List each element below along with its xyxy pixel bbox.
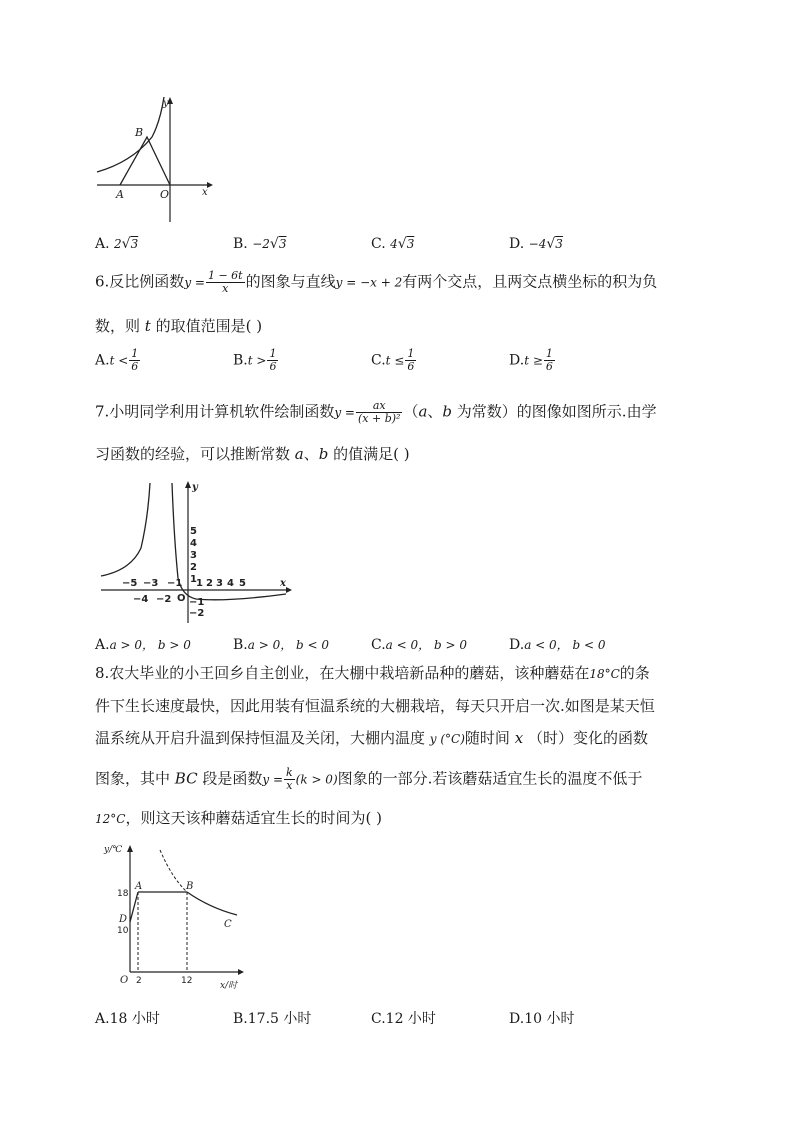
y-tick-4: 4 <box>190 538 197 549</box>
q6-stem-line1: 6.反比例函数y = $\frac{1 - 6t}{x}$ 的图象与直线y = −x + 2有两个交点，且两交点横坐标的积为负 <box>95 269 658 295</box>
q6-fraction: $\frac{1 - 6t}{x}$ <box>207 269 243 295</box>
q7-option-b[interactable]: B.a > 0， b < 0 <box>233 637 330 653</box>
label-o: O <box>177 593 186 604</box>
q6-option-d[interactable]: D.t ≥ $\frac{1}{6}$ <box>509 347 553 373</box>
label-b: B <box>135 126 144 139</box>
curve-bc <box>187 892 237 915</box>
x-axis <box>97 182 213 188</box>
x-ticks-top <box>122 578 246 589</box>
label-d: D <box>119 914 128 925</box>
x-tick-3: 3 <box>216 578 223 589</box>
label-y: y/℃ <box>104 845 123 855</box>
y-ticks-negative <box>189 597 204 619</box>
q8-stem-line1: 8.农大毕业的小王回乡自主创业，在大棚中栽培新品种的蘑菇，该种蘑菇在18°C的条 <box>95 664 650 682</box>
y-tick-neg2: −2 <box>189 608 205 619</box>
q7-option-c[interactable]: C.a < 0， b > 0 <box>371 637 467 653</box>
q7-fraction: $\frac{ax}{\text{(x + b)²}}$ <box>357 399 401 425</box>
label-x: x/时 <box>220 981 238 991</box>
y-axis <box>167 97 173 222</box>
y-ticks-positive <box>190 526 197 585</box>
x-tick-2: 2 <box>136 976 142 986</box>
label-y: y <box>163 98 169 109</box>
curve-dashed <box>160 850 187 892</box>
label-a: A <box>135 881 143 892</box>
q6-stem-line2: 数，则 t 的取值范围是( ) <box>95 317 263 335</box>
q5-options <box>95 236 715 260</box>
q5-option-c[interactable]: C. 4√3 <box>371 236 415 252</box>
x-tick-1: 1 <box>196 578 203 589</box>
x-tick-neg5: −5 <box>122 578 138 589</box>
x-tick-neg1: −1 <box>167 578 183 589</box>
q5-option-b[interactable]: B. −2√3 <box>233 236 287 252</box>
figure-q7 <box>96 478 296 628</box>
label-o: O <box>120 975 129 986</box>
q6-option-a[interactable]: A.t < $\frac{1}{6}$ <box>95 347 139 373</box>
q8-stem-line5: 12°C，则这天该种蘑菇适宜生长的时间为( ) <box>95 809 382 827</box>
q5-option-a[interactable]: A. 2√3 <box>95 236 139 252</box>
q6-options <box>95 348 715 372</box>
x-tick-5: 5 <box>239 578 246 589</box>
q8-option-d[interactable]: D.10 小时 <box>509 1011 575 1027</box>
label-x: x <box>280 578 286 589</box>
segment-da <box>130 892 138 922</box>
x-tick-neg2: −2 <box>156 594 172 605</box>
label-o: O <box>160 188 170 201</box>
x-tick-neg3: −3 <box>143 578 159 589</box>
y-tick-5: 5 <box>190 526 197 537</box>
q7-option-d[interactable]: D.a < 0， b < 0 <box>509 637 606 653</box>
q8-option-b[interactable]: B.17.5 小时 <box>233 1011 312 1027</box>
q8-fraction: $\frac{k}{x}$ <box>286 766 293 792</box>
q8-stem-line3: 温系统从开启升温到保持恒温及关闭，大棚内温度 y (°C)随时间 x （时）变化的函数 <box>95 729 648 747</box>
label-x: x <box>202 187 208 198</box>
x-tick-12: 12 <box>181 976 193 986</box>
figure-q8 <box>100 840 250 1000</box>
x-tick-neg4: −4 <box>133 594 149 605</box>
q8-stem-line2: 件下生长速度最快，因此用装有恒温系统的大棚栽培，每天只开启一次.如图是某天恒 <box>95 697 655 715</box>
x-ticks-bottom <box>133 594 171 605</box>
curve <box>97 97 164 172</box>
q6-option-b[interactable]: B.t > $\frac{1}{6}$ <box>233 347 277 373</box>
q7-option-a[interactable]: A.a > 0， b > 0 <box>95 637 191 653</box>
q5-option-d[interactable]: D. −4√3 <box>509 236 563 252</box>
x-tick-4: 4 <box>227 578 234 589</box>
q8-stem-line4: 图象，其中 BC 段是函数y = $\frac{k}{x}$ (k > 0)图象的一部分.若该蘑菇适宜生长的温度不低于 <box>95 766 643 792</box>
y-tick-1: 1 <box>190 574 197 585</box>
y-tick-18: 18 <box>117 889 129 899</box>
q6-option-c[interactable]: C.t ≤ $\frac{1}{6}$ <box>371 347 415 373</box>
q7-stem-line1: 7.小明同学利用计算机软件绘制函数y = $\frac{ax}{\text{(x + b)²}}$ （a、b 为常数）的图像如图所示.由学 <box>95 399 657 425</box>
q8-option-c[interactable]: C.12 小时 <box>371 1011 436 1027</box>
y-tick-2: 2 <box>190 562 197 573</box>
label-y: y <box>192 482 198 493</box>
q8-option-a[interactable]: A.18 小时 <box>95 1011 160 1027</box>
label-b: B <box>186 881 194 892</box>
figure-q5 <box>92 92 217 227</box>
label-a: A <box>116 188 124 201</box>
x-tick-2: 2 <box>206 578 213 589</box>
label-c: C <box>224 919 232 930</box>
y-tick-10: 10 <box>117 926 129 936</box>
left-branch <box>101 483 150 576</box>
q8-options <box>95 1008 715 1032</box>
y-tick-3: 3 <box>190 550 197 561</box>
y-tick-neg1: −1 <box>189 597 205 608</box>
q7-options <box>95 636 715 660</box>
q7-stem-line2: 习函数的经验，可以推断常数 a、b 的值满足( ) <box>95 445 410 463</box>
y-axis <box>127 845 133 972</box>
